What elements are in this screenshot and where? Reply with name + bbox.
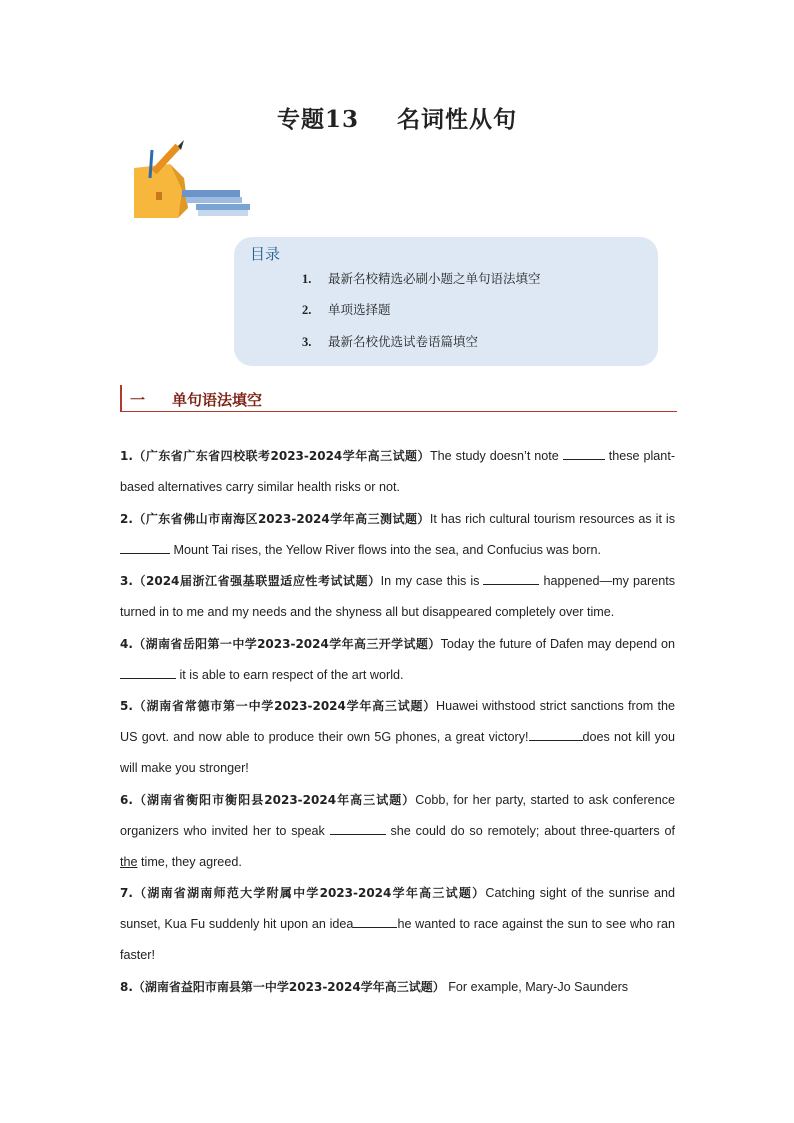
answer-blank[interactable] — [330, 822, 386, 835]
question-text: time, they agreed. — [141, 855, 242, 869]
question-source: （广东省广东省四校联考2023-2024学年高三试题） — [132, 449, 430, 463]
question-text: it is able to earn respect of the art world. — [179, 668, 404, 682]
answer-blank[interactable] — [353, 915, 397, 928]
toc-item[interactable] — [302, 269, 541, 287]
toc-item-label: 最新名校优选试卷语篇填空 — [328, 334, 479, 349]
question-text: happened—my parents turned in to me and my needs and the shyness all but disappeared completely over time. — [120, 574, 675, 619]
section-heading — [120, 385, 677, 412]
answer-blank[interactable] — [483, 572, 539, 585]
toc-item-number: 2. — [302, 303, 312, 317]
question-number: 5. — [120, 699, 133, 713]
question-number: 6. — [120, 793, 133, 807]
question-source: （湖南省湖南师范大学附属中学2023-2024学年高三试题） — [132, 886, 486, 900]
question-text: does not kill you will make you stronger! — [120, 730, 675, 775]
question-number: 4. — [120, 637, 133, 651]
question-text: The study doesn’t note — [429, 449, 559, 463]
table-of-contents — [234, 237, 658, 366]
toc-item-label: 单项选择题 — [328, 302, 391, 317]
question-item — [120, 691, 675, 784]
answer-blank[interactable] — [120, 666, 176, 679]
question-source: （广东省佛山市南海区2023-2024学年高三测试题） — [132, 512, 430, 526]
toc-item[interactable] — [302, 300, 391, 318]
question-item — [120, 785, 675, 878]
question-number: 7. — [120, 886, 133, 900]
question-text: she could do so remotely; about three-quarters of — [390, 824, 675, 838]
question-source: （湖南省岳阳第一中学2023-2024学年高三开学试题） — [132, 637, 441, 651]
question-item — [120, 504, 675, 566]
toc-heading: 目录 — [250, 245, 281, 263]
toc-item-number: 3. — [302, 335, 312, 349]
answer-blank[interactable] — [120, 541, 170, 554]
question-text: Mount Tai rises, the Yellow River flows into the sea, and Confucius was born. — [173, 543, 601, 557]
question-item — [120, 629, 675, 691]
question-number: 1. — [120, 449, 133, 463]
pencil-books-illustration — [132, 138, 254, 222]
question-item — [120, 566, 675, 628]
toc-item-label: 最新名校精选必刷小题之单句语法填空 — [328, 271, 541, 286]
question-text: these plant-based alternatives carry similar health risks or not. — [120, 449, 676, 494]
question-text: It has rich cultural tourism resources as it is — [429, 512, 675, 526]
page-title — [0, 101, 794, 134]
question-number: 8. — [120, 980, 133, 994]
question-text: For example, Mary-Jo Saunders — [448, 980, 629, 994]
question-number: 3. — [120, 574, 133, 588]
section-title: 单句语法填空 — [172, 391, 263, 409]
question-source: （湖南省益阳市南县第一中学2023-2024学年高三试题） — [132, 980, 445, 994]
question-text: Today the future of Dafen may depend on — [440, 637, 676, 651]
question-item — [120, 441, 675, 503]
question-source: （2024届浙江省强基联盟适应性考试试题） — [132, 574, 381, 588]
question-text: Cobb, for her party, started to ask conference organizers who invited her to speak — [120, 793, 675, 838]
question-source: （湖南省衡阳市衡阳县2023-2024年高三试题） — [132, 793, 416, 807]
question-text: he wanted to race against the sun to see who ran faster! — [120, 917, 675, 962]
toc-item-number: 1. — [302, 272, 312, 286]
question-source: （湖南省常德市第一中学2023-2024学年高三试题） — [132, 699, 436, 713]
answer-blank[interactable] — [563, 447, 605, 460]
answer-blank[interactable] — [529, 728, 583, 741]
question-text: Huawei withstood strict sanctions from the US govt. and now able to produce their own 5G phones, a great victory! — [120, 699, 676, 744]
question-text: Catching sight of the sunrise and sunset, Kua Fu suddenly hit upon an idea — [120, 886, 676, 931]
toc-item[interactable] — [302, 332, 478, 350]
title-name: 名词性从句 — [397, 106, 517, 133]
question-item — [120, 972, 675, 1003]
question-item — [120, 878, 675, 971]
underlined-word: the — [120, 855, 138, 869]
question-number: 2. — [120, 512, 133, 526]
section-number: 一 — [130, 391, 146, 409]
title-number: 专题13 — [276, 106, 359, 133]
question-text: In my case this is — [380, 574, 480, 588]
